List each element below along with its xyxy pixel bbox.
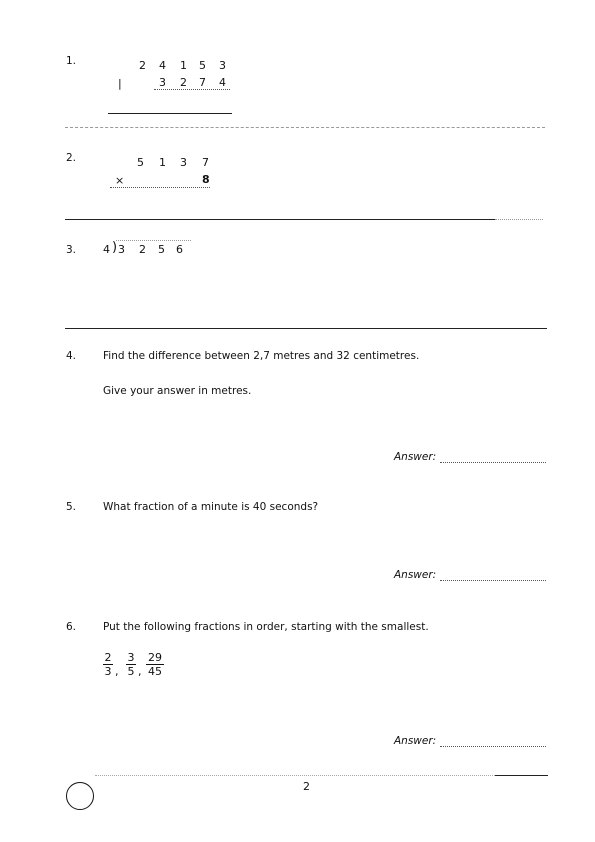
division-bracket-icon: ) [112,240,118,255]
marks-circle [66,782,94,810]
fraction-2-3 [103,651,113,678]
question-1-number: 1. [66,55,77,67]
fraction-29-45 [146,651,164,678]
question-2-number: 2. [66,152,77,164]
q2-divider [65,219,495,220]
q1-top-digit: 2 [139,59,146,72]
q3-divider [65,328,547,329]
q3-divisor: 4 [103,243,110,256]
footer-line [495,775,548,776]
q5-answer-label: Answer: [394,569,437,581]
q1-operator: | [118,77,122,90]
q3-dividend-digit: 5 [158,243,165,256]
q1-bottom-digit: 3 [159,76,166,89]
question-3-number: 3. [66,244,77,256]
q3-dividend-digit: 2 [139,243,146,256]
question-5-number: 5. [66,501,77,513]
q5-answer-field[interactable] [440,580,546,581]
q2-top-digit: 1 [159,156,166,169]
q2-top-digit: 7 [202,156,209,169]
q2-top-digit: 5 [137,156,144,169]
q1-bottom-digit: 7 [199,76,206,89]
q2-divider-tail [495,219,543,220]
q2-dotted-underline [110,187,210,188]
q1-divider [65,127,545,128]
q2-top-digit: 3 [180,156,187,169]
comma-separator: , [115,665,119,678]
page-number: 2 [303,780,310,793]
q4-answer-label: Answer: [394,451,437,463]
question-6-number: 6. [66,621,77,633]
q3-division-line [116,240,191,241]
question-6-text: Put the following fractions in order, starting with the smallest. [103,621,429,633]
fraction-denominator: 3 [104,665,112,678]
fraction-denominator: 5 [127,665,135,678]
fraction-numerator: 3 [127,651,135,664]
q6-answer-label: Answer: [394,735,437,747]
fraction-numerator: 2 [104,651,112,664]
fraction-numerator: 29 [148,651,162,664]
q2-operator: × [115,174,125,187]
q3-dividend-digit: 6 [176,243,183,256]
q1-top-digit: 5 [199,59,206,72]
q4-answer-field[interactable] [440,462,546,463]
q1-dotted-underline [154,89,230,90]
question-4-number: 4. [66,350,77,362]
fraction-3-5 [126,651,136,678]
q1-top-digit: 3 [219,59,226,72]
footer-dotted-line [95,775,495,776]
fraction-denominator: 45 [148,665,162,678]
q6-answer-field[interactable] [440,746,546,747]
q1-answer-line [108,113,232,114]
question-5-text: What fraction of a minute is 40 seconds? [103,501,319,513]
q3-dividend-digit: 3 [118,243,125,256]
question-4-subtext: Give your answer in metres. [103,385,252,397]
q1-top-digit: 1 [180,59,187,72]
question-4-text: Find the difference between 2,7 metres and 32 centimetres. [103,350,420,362]
q1-top-digit: 4 [159,59,166,72]
comma-separator: , [138,665,142,678]
q2-multiplier: 8 [202,173,210,186]
q1-bottom-digit: 2 [180,76,187,89]
q1-bottom-digit: 4 [219,76,226,89]
